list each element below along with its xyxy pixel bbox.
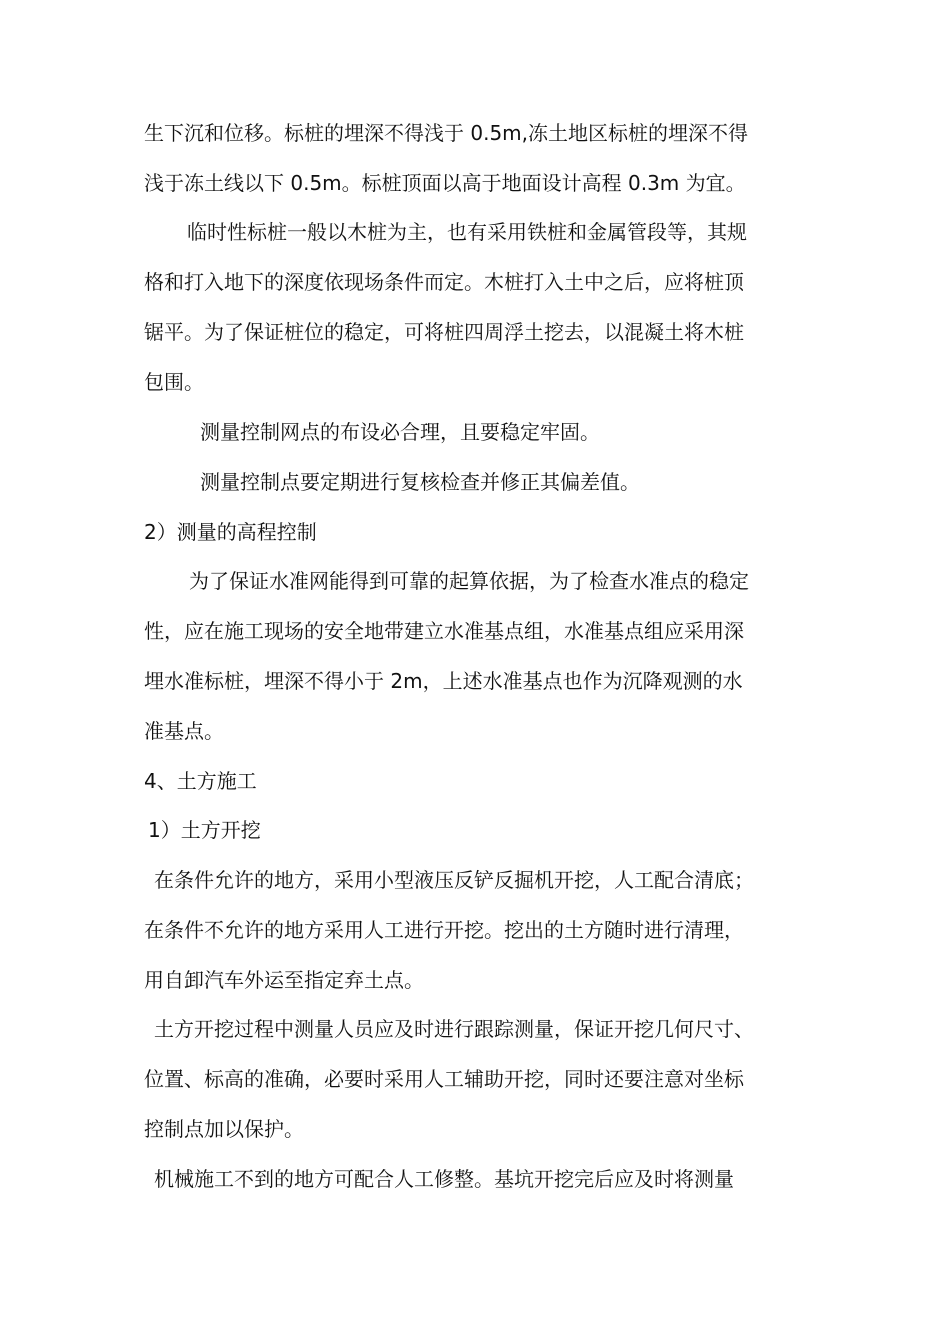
text-line: 包围。 — [144, 370, 204, 394]
section-heading: 4、土方施工 — [144, 769, 257, 793]
paragraph-start-line: 机械施工不到的地方可配合人工修整。基坑开挖完后应及时将测量 — [154, 1167, 734, 1191]
text-line: 性，应在施工现场的安全地带建立水准基点组，水准基点组应采用深 — [144, 619, 744, 643]
paragraph-start-line: 在条件允许的地方，采用小型液压反铲反掘机开挖，人工配合清底； — [154, 868, 754, 892]
text-line: 生下沉和位移。标桩的埋深不得浅于 0.5m,冻土地区标桩的埋深不得 — [144, 121, 749, 145]
text-line: 在条件不允许的地方采用人工进行开挖。挖出的土方随时进行清理， — [144, 918, 744, 942]
section-heading: 2）测量的高程控制 — [144, 520, 317, 544]
text-line: 位置、标高的准确，必要时采用人工辅助开挖，同时还要注意对坐标 — [144, 1067, 744, 1091]
text-line: 浅于冻土线以下 0.5m。标桩顶面以高于地面设计高程 0.3m 为宜。 — [144, 171, 746, 195]
text-line: 锯平。为了保证桩位的稳定，可将桩四周浮土挖去，以混凝土将木桩 — [144, 320, 744, 344]
paragraph-start-line: 测量控制网点的布设必合理，且要稳定牢固。 — [200, 420, 600, 444]
paragraph-start-line: 临时性标桩一般以木桩为主，也有采用铁桩和金属管段等，其规 — [187, 220, 747, 244]
paragraph-start-line: 测量控制点要定期进行复核检查并修正其偏差值。 — [200, 470, 640, 494]
text-line: 准基点。 — [144, 719, 224, 743]
text-line: 格和打入地下的深度依现场条件而定。木桩打入土中之后，应将桩顶 — [144, 270, 744, 294]
text-line: 用自卸汽车外运至指定弃土点。 — [144, 968, 424, 992]
paragraph-start-line: 土方开挖过程中测量人员应及时进行跟踪测量，保证开挖几何尺寸、 — [154, 1017, 754, 1041]
text-line: 埋水准标桩，埋深不得小于 2m，上述水准基点也作为沉降观测的水 — [144, 669, 743, 693]
paragraph-start-line: 为了保证水准网能得到可靠的起算依据，为了检查水准点的稳定 — [189, 569, 749, 593]
text-line: 控制点加以保护。 — [144, 1117, 304, 1141]
subsection-heading: 1）土方开挖 — [148, 818, 261, 842]
